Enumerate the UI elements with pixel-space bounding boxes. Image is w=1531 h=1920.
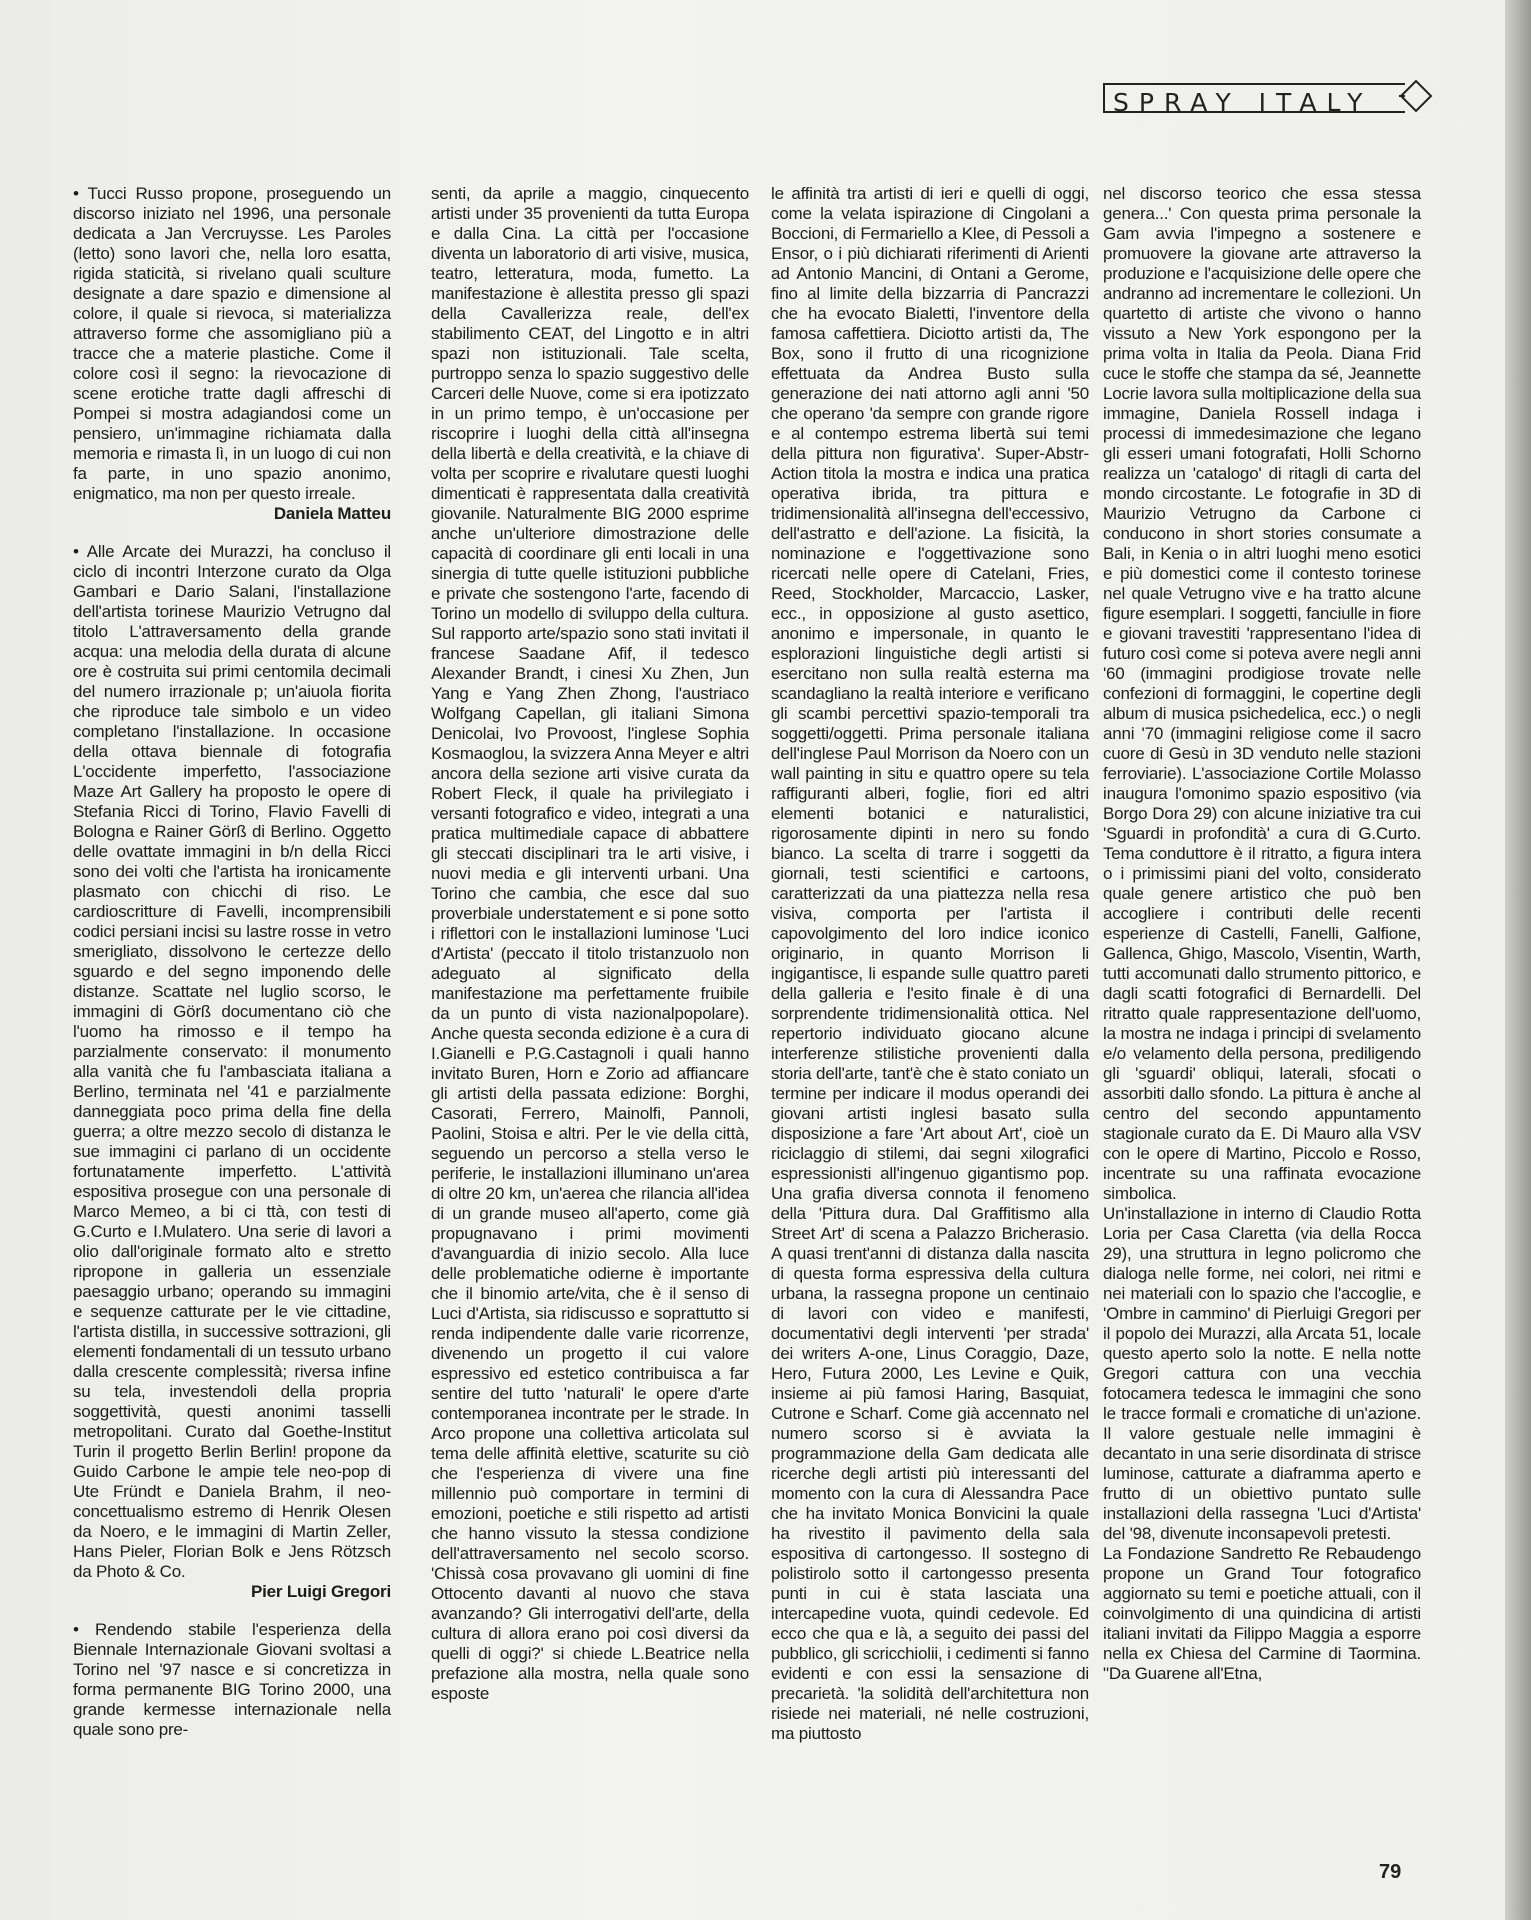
page-number: 79 bbox=[1379, 1861, 1402, 1883]
article-text: Un'installazione in interno di Claudio Rotta Loria per Casa Claretta (via della Rocca 29), una struttura in legno policromo che dialoga nelle forme, nei colori, nei ritmi e nei materiali con lo spazio che l'accoglie, e 'Ombre in cammino' di Pierluigi Gregori per il popolo dei Murazzi, alla Arcata 51, locale questo aperto solo la notte. E nella notte Gregori cattura con una vecchia fotocamera tedesca le immagini che sono le tracce formali e cromatiche di un'azione. Il valore gestuale nelle immagini è decantato in una serie disordinata di strisce luminose, catturate a diaframma aperto e frutto di un obiettivo puntato sulle installazioni della rassegna 'Luci d'Artista' del '98, divenute inconsapevoli pretesti. bbox=[1103, 1204, 1421, 1543]
column-2 bbox=[431, 184, 749, 1704]
article-text: le affinità tra artisti di ieri e quelli di oggi, come la velata ispirazione di Cingolani a Boccioni, di Fermariello a Klee, di Pessoli a Ensor, o i più dichiarati riferimenti di Arienti ad Antonio Mancini, di Ontani a Gerome, fino al limite della bizzarria di Pancrazzi che ha evocato Bialetti, l'inventore della famosa caffettiera. Diciotto artisti da, The Box, sono il frutto di una ricognizione effettuata da Andrea Busto sulla generazione dei nati attorno agli anni '50 che operano 'da sempre con grande rigore e al contempo estrema libertà sui temi della pittura non figurativa'. Super-Abstr-Action titola la mostra e indica una pratica operativa ibrida, tra pittura e tridimensionalità all'insegna dell'eccessivo, dell'astratto e dell'azione. La fisicità, la nominazione e l'oggettivazione sono ricercati nelle opere di Catelani, Fries, Reed, Stockholder, Marcaccio, Lasker, ecc., in opposizione al gusto asettico, anonimo e impersonale, in quanto le esplorazioni linguistiche degli artisti si esercitano non sulla realtà esterna ma scandagliano la realtà interiore e verificano gli scambi percettivi spazio-temporali tra soggetti/oggetti. Prima personale italiana dell'inglese Paul Morrison da Noero con un wall painting in situ e quattro opere su tela raffiguranti alberi, foglie, fiori ed altri elementi botanici e naturalistici, rigorosamente dipinti in nero su fondo bianco. La scelta di trarre i soggetti da giornali, testi scientifici e cartoons, caratterizzati da una piattezza nella resa visiva, comporta per l'artista il capovolgimento del loro indice iconico originario, in quanto Morrison li ingigantisce, li espande sulle quattro pareti della galleria e l'esito finale è di una sorprendente tridimensionalità ottica. Nel repertorio individuato giocano alcune interferenze stilistiche provenienti dalla storia dell'arte, tant'è che è stato coniato un termine per indicare il modus operandi dei giovani artisti inglesi basato sulla disposizione a fare 'Art about Art', cioè un riciclaggio di stilemi, dai segni xilografici espressionisti all'ingenuo gigantismo pop. Una grafia diversa connota il fenomeno della 'Pittura dura. Dal Graffitismo alla Street Art' di scena a Palazzo Bricherasio. A quasi trent'anni di distanza dalla nascita di questa forma espressiva della cultura urbana, la rassegna propone un centinaio di lavori con video e manifesti, documentativi degli interventi 'per strada' dei writers A-one, Linus Coraggio, Daze, Hero, Futura 2000, Les Levine e Quik, insieme ai più famosi Haring, Basquiat, Cutrone e Scharf. Come già accennato nel numero scorso si è avviata la programmazione della Gam dedicata alle ricerche degli artisti più interessanti del momento con la cura di Alessandra Pace che ha invitato Monica Bonvicini la quale ha rivestito il pavimento della sala espositiva di cartongesso. Il sostegno di polistirolo sotto il cartongesso presenta punti in cui è stata lasciata una intercapedine vuota, quindi cedevole. Ed ecco che qua e là, a seguito dei passi del pubblico, gli scricchiolii, i cedimenti si fanno evidenti e con essi la sensazione di precarietà. 'la solidità dell'architettura non risiede nei materiali, né nelle costruzioni, ma piuttosto bbox=[771, 184, 1089, 1743]
section-header bbox=[1103, 79, 1453, 117]
article-text: La Fondazione Sandretto Re Rebaudengo propone un Grand Tour fotografico aggiornato su temi e poetiche attuali, con il coinvolgimento di una quindicina di artisti italiani invitati da Filippo Maggia a esporre nella ex Chiesa del Carmine di Taormina. "Da Guarene all'Etna, bbox=[1103, 1544, 1421, 1683]
author-signature: Pier Luigi Gregori bbox=[251, 1582, 391, 1601]
header-title: SPRAY ITALY bbox=[1113, 88, 1373, 117]
article-arcate-murazzi: • Alle Arcate dei Murazzi, ha concluso il ciclo di incontri Interzone curato da Olga Gambari e Dario Salani, l'installazione dell'artista torinese Maurizio Vetrugno dal titolo L'attraversamento della grande acqua: una melodia della durata di alcune ore è costruita sui primi centomila decimali del numero irrazionale p; un'aiuola fiorita che riproduce tale simbolo e un video completano l'installazione. In occasione della ottava biennale di fotografia L'occidente imperfetto, l'associazione Maze Art Gallery ha proposto le opere di Stefania Ricci di Torino, Flavio Favelli di Bologna e Rainer Görß di Berlino. Oggetto delle ovattate immagini in b/n della Ricci sono dei volti che l'artista ha ironicamente plasmato con chicchi di riso. Le cardioscritture di Favelli, incomprensibili codici persiani incisi su lastre rosse in vetro smerigliato, dissolvono le certezze dello sguardo e del segno imponendo delle distanze. Scattate nel luglio scorso, le immagini di Görß documentano ciò che l'uomo ha rimosso e il tempo ha parzialmente conservato: il monumento alla vanità che fu l'ambasciata italiana a Berlino, terminata nel '41 e parzialmente danneggiata poco prima della fine della guerra; a oltre mezzo secolo di distanza le sue immagini ci parlano di un occidente fortunatamente imperfetto. L'attività espositiva prosegue con una personale di Marco Memeo, a bi ci ttà, con testi di G.Curto e I.Mulatero. Una serie di lavori a olio dall'originale formato alto e stretto ripropone in galleria un essenziale paesaggio urbano; operando su immagini e sequenze catturate per le vie cittadine, l'artista distilla, in successive sottrazioni, gli elementi fondamentali di un tessuto urbano dalla crescente complessità; riversa infine su tela, investendoli della propria soggettività, questi anonimi tasselli metropolitani. Curato dal Goethe-Institut Turin il progetto Berlin Berlin! propone da Guido Carbone le ampie tele neo-pop di Ute Fründt e Daniela Brahm, il neo-concettualismo estremo di Henrik Olesen da Noero, e le immagini di Martin Zeller, Hans Pieler, Florian Bolk e Jens Rötzsch da Photo & Co. bbox=[73, 542, 391, 1581]
article-big-torino: • Rendendo stabile l'esperienza della Biennale Internazionale Giovani svoltasi a Torino nel '97 nasce e si concretizza in forma permanente BIG Torino 2000, una grande kermesse internazionale nella quale sono pre- bbox=[73, 1620, 391, 1739]
author-signature: Daniela Matteu bbox=[273, 504, 391, 523]
column-4 bbox=[1103, 184, 1421, 1684]
header-frame bbox=[1103, 83, 1405, 117]
column-1 bbox=[73, 184, 391, 1740]
column-3 bbox=[771, 184, 1089, 1744]
diamond-icon bbox=[1399, 77, 1433, 115]
article-tucci-russo: • Tucci Russo propone, proseguendo un discorso iniziato nel 1996, una personale dedicata a Jan Vercruysse. Les Paroles (letto) sono lavori che, nella loro esatta, rigida staticità, si rivelano quali sculture designate a dare spazio e dimensione al colore, il quale si rievoca, si materializza attraverso forme che assomigliano più a tracce che a materie plastiche. Come il colore così il segno: la rievocazione di scene erotiche tratte dagli affreschi di Pompei si mostra adagiandosi come un pensiero, un'immagine richiamata dalla memoria e rimasta lì, in un luogo di cui non fa parte, in uno spazio anonimo, enigmatico, ma non per questo irreale. bbox=[73, 184, 391, 503]
page-spine-shadow bbox=[1505, 0, 1531, 1920]
article-text: senti, da aprile a maggio, cinquecento artisti under 35 provenienti da tutta Europa e dalla Cina. La città per l'occasione diventa un laboratorio di arti visive, musica, teatro, letteratura, moda, fumetto. La manifestazione è allestita presso gli spazi della Cavallerizza reale, dell'ex stabilimento CEAT, del Lingotto e in altri spazi non istituzionali. Tale scelta, purtroppo senza lo spazio suggestivo delle Carceri delle Nuove, come si era ipotizzato in un primo tempo, è un'occasione per riscoprire i luoghi della città all'insegna della libertà e della creatività, e la chiave di volta per scoprire e rivalutare questi luoghi dimenticati è rappresentata dalla creatività giovanile. Naturalmente BIG 2000 esprime anche un'ulteriore dimostrazione delle capacità di coordinare gli enti locali in una sinergia di tutte quelle istituzioni pubbliche e private che sostengono l'arte, facendo di Torino un modello di sviluppo della cultura. Sul rapporto arte/spazio sono stati invitati il francese Saadane Afif, il tedesco Alexander Brandt, i cinesi Xu Zhen, Jun Yang e Yang Zhen Zhong, l'austriaco Wolfgang Capellan, gli italiani Simona Denicolai, Ivo Provoost, l'inglese Sophia Kosmaoglou, la svizzera Anna Meyer e altri ancora della sezione arti visive curata da Robert Fleck, il quale ha privilegiato i versanti fotografico e video, integrati a una pratica multimediale capace di abbattere gli steccati disciplinari tra le arti visive, i nuovi media e gli interventi urbani. Una Torino che cambia, che esce dal suo proverbiale understatement e si pone sotto i riflettori con le installazioni luminose 'Luci d'Artista' (peccato il titolo tristanzuolo non adeguato al significato della manifestazione ma perfettamente fruibile da un punto di vista nazionalpopolare). Anche questa seconda edizione è a cura di I.Gianelli e P.G.Castagnoli i quali hanno invitato Buren, Horn e Zorio ad affiancare gli artisti della passata edizione: Borghi, Casorati, Ferrero, Mainolfi, Pannoli, Paolini, Stoisa e altri. Per le vie della città, seguendo un percorso a stella verso le periferie, le installazioni illuminano un'area di oltre 20 km, un'aerea che rilancia all'idea di un grande museo all'aperto, come già propugnavano i primi movimenti d'avanguardia di inizio secolo. Alla luce delle problematiche odierne è importante che il binomio arte/vita, che è il senso di Luci d'Artista, sia ridiscusso e soprattutto si renda indipendente dalle varie ricorrenze, divenendo un progetto il cui valore espressivo ed estetico contribuisca a far sentire del tutto 'naturali' le opere d'arte contemporanea incontrate per le strade. In Arco propone una collettiva articolata sul tema delle affinità elettive, scaturite su ciò che l'esperienza di vivere una fine millennio può comportare in termini di emozioni, poetiche e stili rispetto ad artisti che hanno vissuto la stessa condizione dell'attraversamento nel secolo scorso. 'Chissà cosa provavano gli uomini di fine Ottocento davanti al nuovo che stava avanzando? Gli interrogativi dell'arte, della cultura di allora erano poi così diversi da quelli di oggi?' si chiede L.Beatrice nella prefazione alla mostra, nella quale sono esposte bbox=[431, 184, 749, 1703]
article-text: nel discorso teorico che essa stessa genera...' Con questa prima personale la Gam avvia l'impegno a sostenere e promuovere la giovane arte attraverso la produzione e l'acquisizione delle opere che andranno ad incrementare le collezioni. Un quartetto di artiste che vivono o hanno vissuto a New York espongono per la prima volta in Italia da Peola. Diana Frid cuce le stoffe che stampa da sé, Jeannette Locrie lavora sulla moltiplicazione della sua immagine, Daniela Rossell indaga i processi di immedesimazione che legano gli esseri umani fotografati, Holli Schorno realizza un 'catalogo' di ritagli di carta del mondo circostante. Le fotografie in 3D di Maurizio Vetrugno da Carbone ci conducono in short stories consumate a Bali, in Kenia o in altri luoghi meno esotici e più domestici come il contesto torinese nel quale Vetrugno vive e ha tratto alcune figure esemplari. I soggetti, fanciulle in fiore e giovani travestiti 'rappresentano l'idea di futuro così come si poteva avere negli anni '60 (immagini prodigiose trovate nelle confezioni di formaggini, le copertine degli album di musica psichedelica, ecc.) o negli anni '70 (immagini religiose come il sacro cuore di Gesù in 3D venduto nelle stazioni ferroviarie). L'associazione Cortile Molasso inaugura l'omonimo spazio espositivo (via Borgo Dora 29) con alcune iniziative tra cui 'Sguardi in profondità' a cura di G.Curto. Tema conduttore è il ritratto, a figura intera o i primissimi piani del volto, considerato quale genere artistico che può ben accogliere i contributi delle recenti esperienze di Castelli, Fanelli, Galfione, Gallenca, Ghigo, Mascolo, Visentin, Warth, tutti accomunati dallo strumento pittorico, e dagli scatti fotografici di Bernardelli. Del ritratto quale rappresentazione dell'uomo, la mostra ne indaga i principi di svelamento e/o velamento della persona, prediligendo gli 'sguardi' obliqui, laterali, sfocati o assorbiti dallo sfondo. La pittura è anche al centro del secondo appuntamento stagionale curato da E. Di Mauro alla VSV con le opere di Martino, Piccolo e Rosso, incentrate su una raffinata evocazione simbolica. bbox=[1103, 184, 1421, 1203]
